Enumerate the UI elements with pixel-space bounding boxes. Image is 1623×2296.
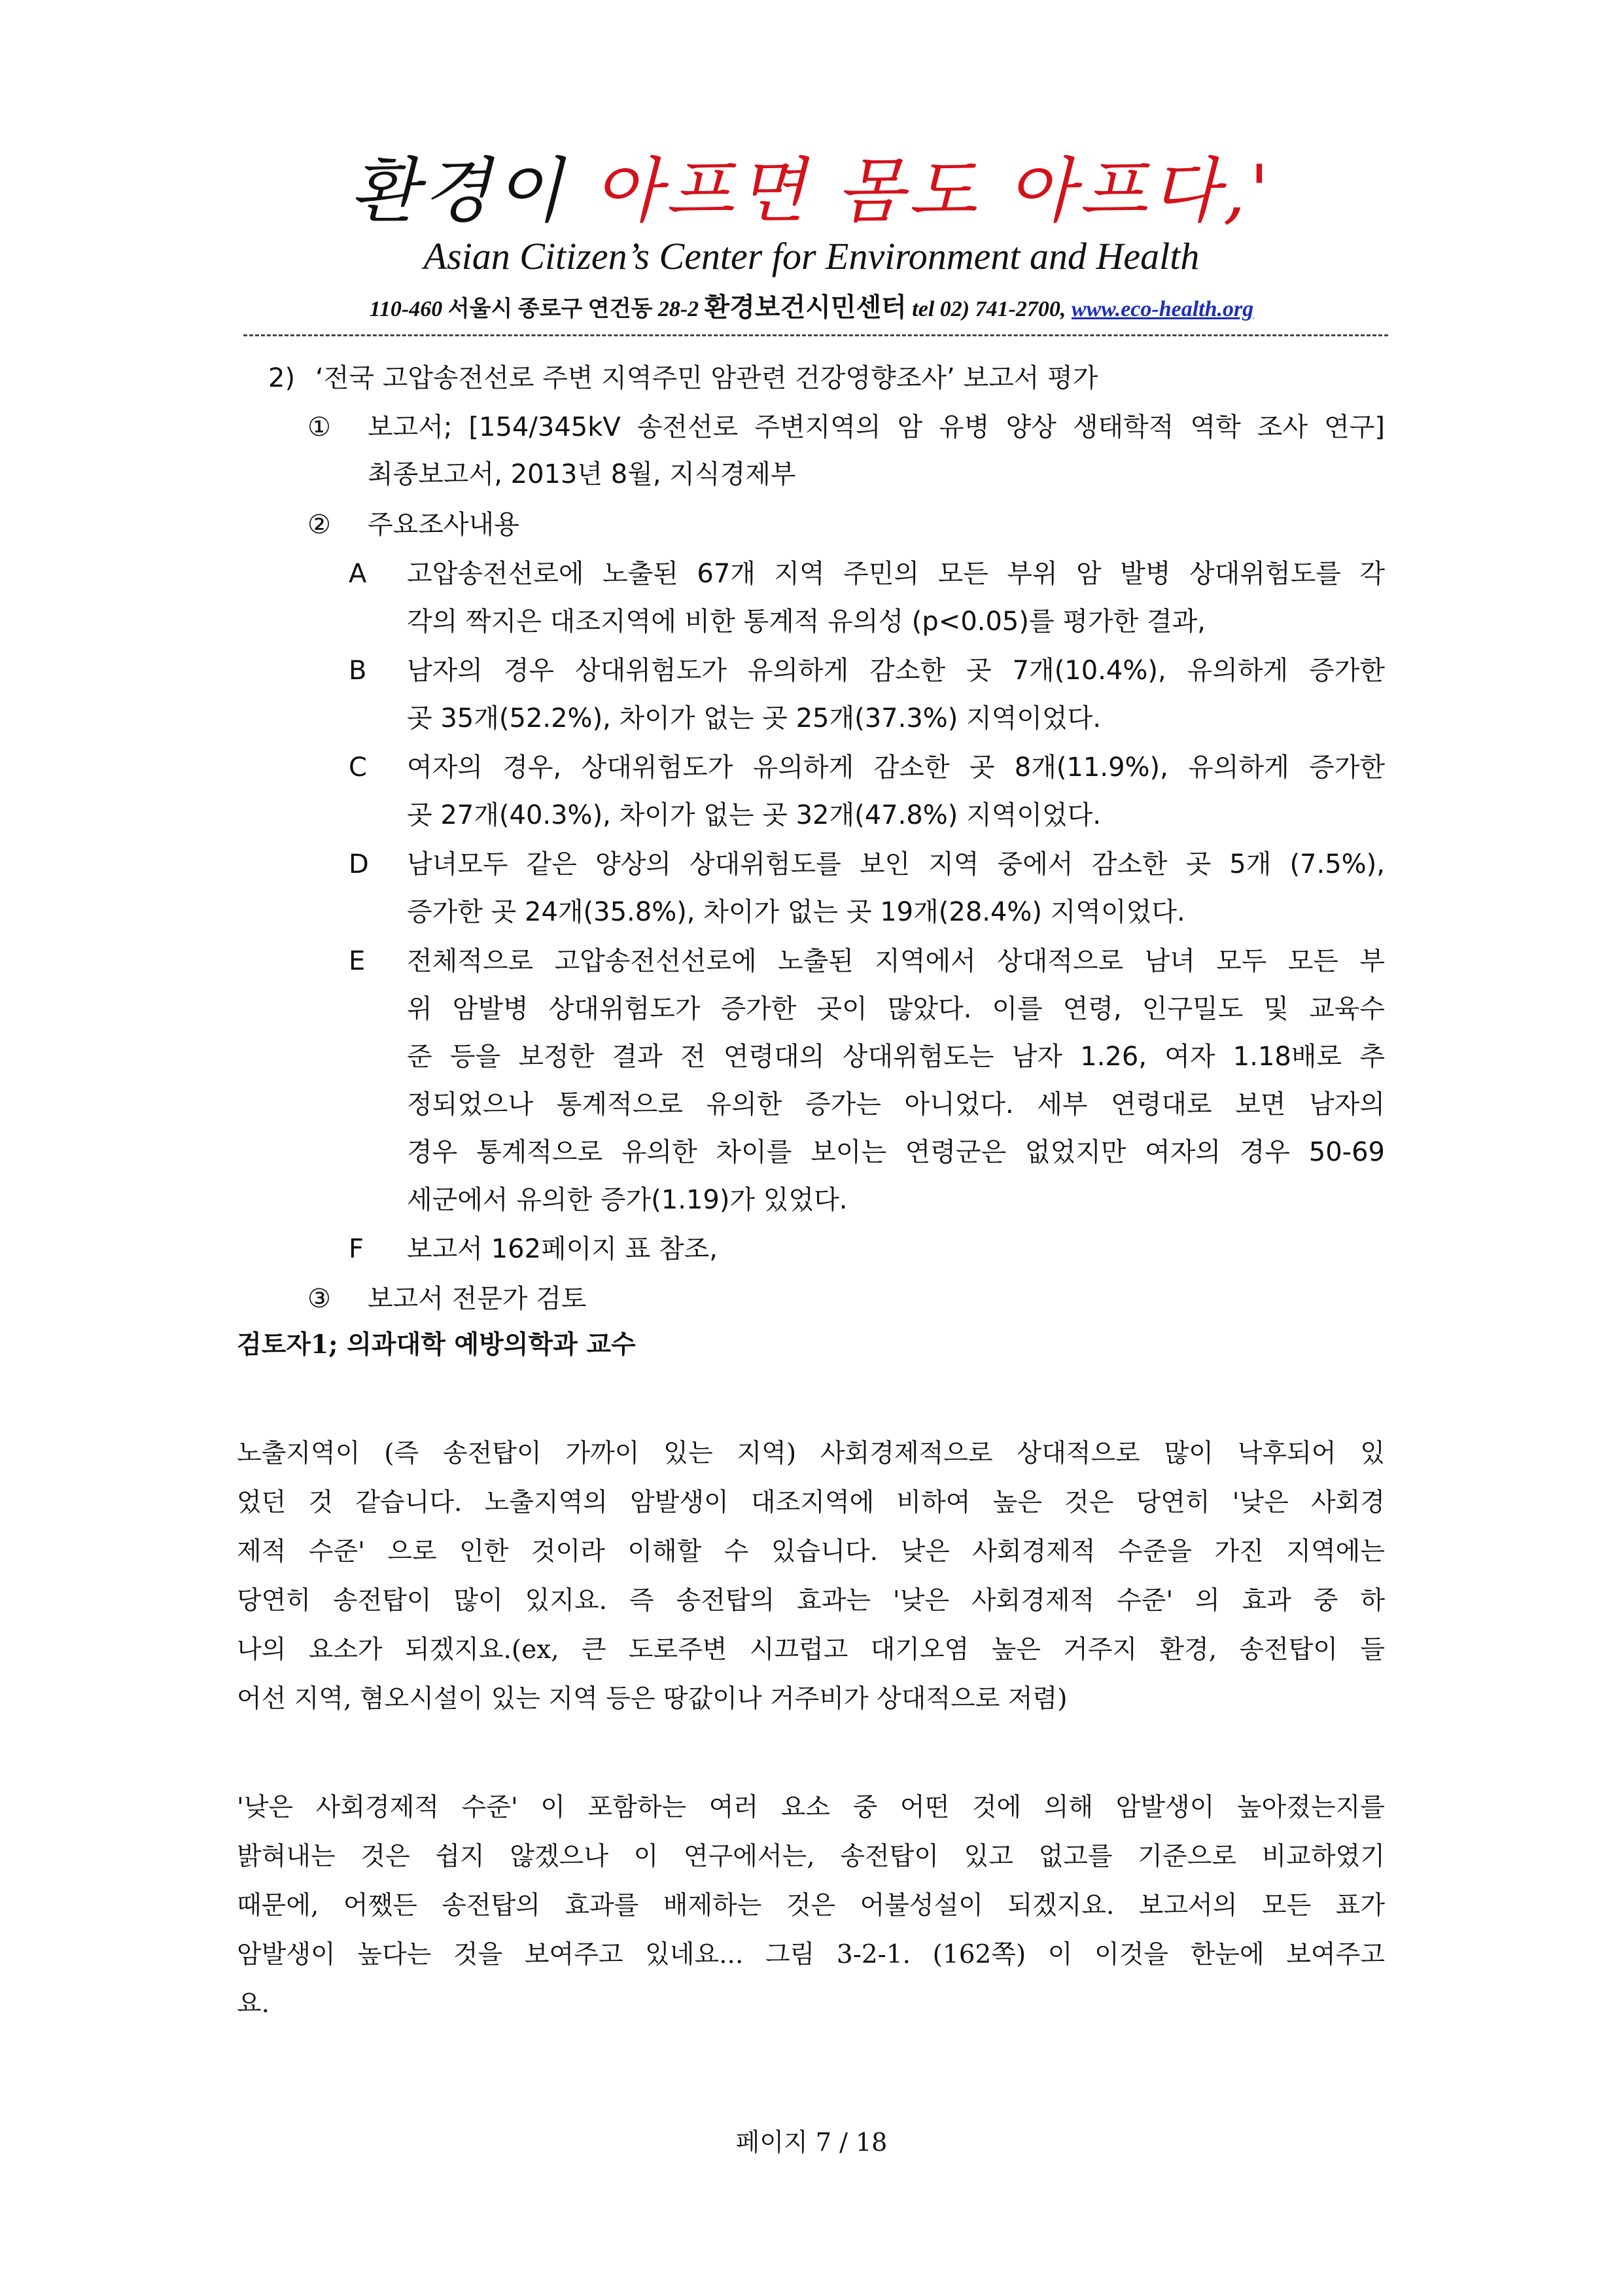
subitem-marker-e: E	[349, 946, 366, 976]
subitem-marker-d: D	[349, 849, 369, 879]
subitem-marker-a: A	[349, 559, 367, 589]
subitem-marker-b: B	[349, 656, 367, 686]
telephone: tel 02) 741-2700,	[912, 297, 1066, 321]
subitem-f-line-1: 보고서 162페이지 표 참조,	[407, 1234, 718, 1264]
address-code: 110-460	[369, 297, 443, 321]
subitem-c-line-1: 여자의 경우, 상대위험도가 유의하게 감소한 곳 8개(11.9%), 유의하게 증가한	[407, 752, 1385, 783]
subitem-a-line-1: 고압송전선로에 노출된 67개 지역 주민의 모든 부위 암 발병 상대위험도를 각	[407, 559, 1385, 589]
item-2-line-1: 주요조사내용	[368, 510, 519, 540]
subitem-a-line-2: 각의 짝지은 대조지역에 비한 통계적 유의성 (p<0.05)를 평가한 결과,	[407, 607, 1206, 637]
reviewer-p1-line-1: 노출지역이 (즉 송전탑이 가까이 있는 지역) 사회경제적으로 상대적으로 많이 낙후되어 있	[237, 1439, 1385, 1468]
subitem-e-line-3: 준 등을 보정한 결과 전 연령대의 상대위험도는 남자 1.26, 여자 1.18배로 추	[407, 1042, 1385, 1072]
subitem-b-line-2: 곳 35개(52.2%), 차이가 없는 곳 25개(37.3%) 지역이었다.	[407, 703, 1102, 733]
subitem-b-line-1: 남자의 경우 상대위험도가 유의하게 감소한 곳 7개(10.4%), 유의하게 증가한	[407, 656, 1385, 686]
item-3-line-1: 보고서 전문가 검토	[368, 1284, 587, 1314]
subitem-e-line-5: 경우 통계적으로 유의한 차이를 보이는 연령군은 없었지만 여자의 경우 50-69	[407, 1137, 1385, 1167]
org-name-english: Asian Citizen’s Center for Environment and Health	[423, 235, 1200, 277]
reviewer-p1-line-6: 어선 지역, 혐오시설이 있는 지역 등은 땅값이나 거주비가 상대적으로 저렴)	[237, 1684, 1068, 1714]
reviewer-p2-line-2: 밝혀내는 것은 쉽지 않겠으나 이 연구에서는, 송전탑이 있고 없고를 기준으로 비교하였기	[237, 1842, 1385, 1871]
header-divider	[243, 334, 1388, 336]
item-marker-2: ②	[307, 510, 331, 540]
item-marker-1: ①	[307, 412, 331, 442]
item-marker-3: ③	[307, 1284, 331, 1314]
org-name-korean: 환경보건시민센터	[704, 292, 907, 322]
reviewer-p2-line-1: '낮은 사회경제적 수준' 이 포함하는 여러 요소 중 어떤 것에 의해 암발생이 높아졌는지를	[237, 1793, 1385, 1822]
subitem-d-line-2: 증가한 곳 24개(35.8%), 차이가 없는 곳 19개(28.4%) 지역이었다.	[407, 897, 1185, 927]
address-number: 28-2	[657, 297, 699, 321]
reviewer-p1-line-3: 제적 수준' 으로 인한 것이라 이해할 수 있습니다. 낮은 사회경제적 수준을 가진 지역에는	[237, 1537, 1385, 1566]
page-number: 페이지 7 / 18	[735, 2128, 888, 2157]
reviewer-p1-line-2: 었던 것 같습니다. 노출지역의 암발생이 대조지역에 비하여 높은 것은 당연히 '낮은 사회경	[237, 1488, 1385, 1517]
subitem-e-line-2: 위 암발병 상대위험도가 증가한 곳이 많았다. 이를 연령, 인구밀도 및 교육수	[407, 994, 1385, 1024]
slogan-part-1: 환경이	[350, 150, 567, 232]
reviewer-heading: 검토자1; 의과대학 예방의학과 교수	[237, 1330, 636, 1360]
subitem-e-line-6: 세군에서 유의한 증가(1.19)가 있었다.	[407, 1185, 848, 1215]
subitem-marker-c: C	[349, 752, 367, 783]
subitem-marker-f: F	[349, 1234, 364, 1264]
section-number: 2)	[268, 363, 296, 393]
reviewer-p1-line-5: 나의 요소가 되겠지요.(ex, 큰 도로주변 시끄럽고 대기오염 높은 거주지 환경, 송전탑이 들	[237, 1635, 1385, 1665]
reviewer-p2-line-3: 때문에, 어쨌든 송전탑의 효과를 배제하는 것은 어불성설이 되겠지요. 보고서의 모든 표가	[237, 1891, 1385, 1920]
reviewer-p2-line-5: 요.	[237, 1989, 270, 2019]
subitem-d-line-1: 남녀모두 같은 양상의 상대위험도를 보인 지역 중에서 감소한 곳 5개 (7.5%),	[407, 849, 1385, 879]
slogan-logo	[0, 134, 1623, 236]
subitem-e-line-4: 정되었으나 통계적으로 유의한 증가는 아니었다. 세부 연령대로 보면 남자의	[407, 1089, 1385, 1120]
item-1-line-1: 보고서; [154/345kV 송전선로 주변지역의 암 유병 양상 생태학적 역학 조사 연구]	[368, 412, 1385, 442]
subitem-e-line-1: 전체적으로 고압송전선선로에 노출된 지역에서 상대적으로 남녀 모두 모든 부	[407, 946, 1385, 976]
item-1-line-2: 최종보고서, 2013년 8월, 지식경제부	[368, 459, 796, 489]
org-address-line	[0, 287, 1623, 324]
website-link[interactable]: www.eco-health.org	[1071, 297, 1254, 321]
slogan-part-2: 아프면 몸도 아프다,'	[593, 150, 1273, 232]
subitem-c-line-2: 곳 27개(40.3%), 차이가 없는 곳 32개(47.8%) 지역이었다.	[407, 800, 1102, 830]
address-text: 서울시 종로구 연건동	[447, 297, 653, 321]
section-title: ‘전국 고압송전선로 주변 지역주민 암관련 건강영향조사’ 보고서 평가	[315, 363, 1098, 393]
reviewer-p1-line-4: 당연히 송전탑이 많이 있지요. 즉 송전탑의 효과는 '낮은 사회경제적 수준' 의 효과 중 하	[237, 1586, 1385, 1616]
reviewer-p2-line-4: 암발생이 높다는 것을 보여주고 있네요... 그림 3-2-1. (162쪽) 이 이것을 한눈에 보여주고	[237, 1940, 1385, 1969]
